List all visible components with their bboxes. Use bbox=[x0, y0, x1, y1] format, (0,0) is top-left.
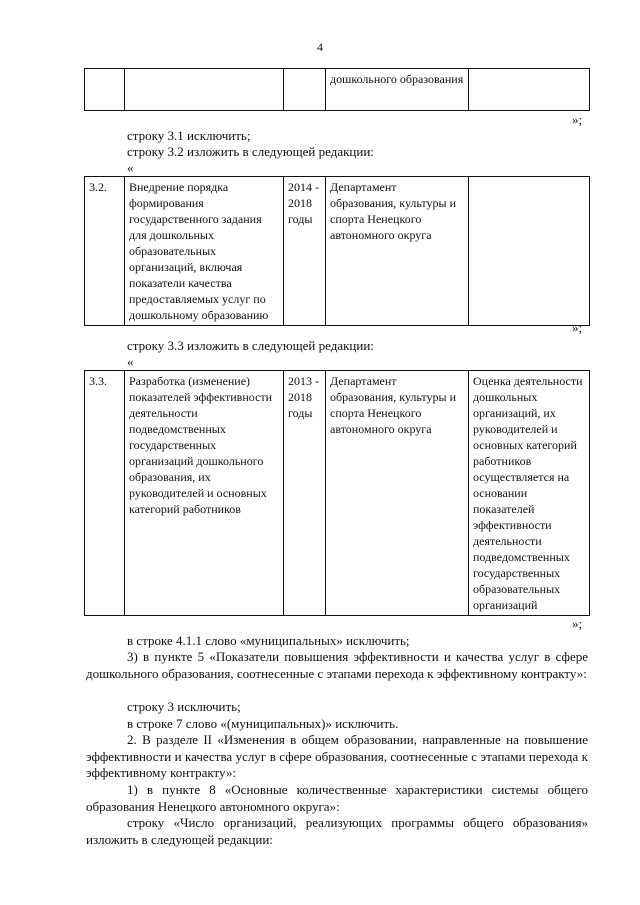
paragraph-1: в строке 4.1.1 слово «муниципальных» исключить; bbox=[127, 633, 410, 648]
close-quote-1: »; bbox=[572, 112, 583, 127]
cell-name: Внедрение порядка формирования государственного задания для дошкольных образовательных организаций, включая показатели качества предоставляемых услуг по дошкольному образованию bbox=[125, 177, 284, 326]
table-row-3-2 bbox=[84, 176, 590, 326]
paragraph-7: строку «Число организаций, реализующих программы общего образования» изложить в следующей редакции: bbox=[86, 815, 588, 847]
close-quote-2: »; bbox=[572, 320, 583, 335]
paragraph-2: 3) в пункте 5 «Показатели повышения эффективности и качества услуг в сфере дошкольного образования, соотнесенные с этапами перехода к эффективному контракту»: bbox=[86, 649, 588, 681]
paragraph-6: 1) в пункте 8 «Основные количественные характеристики системы общего образования Ненецкого автономного округа»: bbox=[86, 782, 588, 814]
cell-years: 2014 - 2018 годы bbox=[284, 177, 326, 326]
page-number: 4 bbox=[317, 40, 323, 54]
instruction-line-1: строку 3.1 исключить; bbox=[127, 128, 251, 143]
cell-num bbox=[85, 69, 125, 111]
cell-executor: Департамент образования, культуры и спорта Ненецкого автономного округа bbox=[326, 371, 469, 616]
cell-num: 3.2. bbox=[85, 177, 125, 326]
paragraph-5: 2. В разделе II «Изменения в общем образовании, направленные на повышение эффективности и качества услуг в сфере образования, соотнесенные с этапами перехода к эффективному контракту»: bbox=[86, 732, 588, 780]
cell-result: Оценка деятельности дошкольных организаций, их руководителей и основных категорий работников осуществляется на основании показателей эффективности деятельности подведомственных государственных образовательных организаций bbox=[469, 371, 590, 616]
table-row bbox=[85, 69, 590, 111]
cell-years bbox=[284, 69, 326, 111]
open-quote-1: « bbox=[127, 160, 134, 175]
cell-name: Разработка (изменение) показателей эффективности деятельности подведомственных государственных организаций дошкольного образования, их руководителей и основных категорий работников bbox=[125, 371, 284, 616]
close-quote-3: »; bbox=[572, 616, 583, 631]
table-row-3-3 bbox=[84, 370, 590, 616]
table-top-fragment bbox=[84, 68, 590, 111]
instruction-line-3: строку 3.3 изложить в следующей редакции: bbox=[127, 338, 374, 353]
instruction-line-2: строку 3.2 изложить в следующей редакции: bbox=[127, 144, 374, 159]
open-quote-2: « bbox=[127, 354, 134, 369]
paragraph-3: строку 3 исключить; bbox=[127, 699, 241, 714]
cell-num: 3.3. bbox=[85, 371, 125, 616]
cell-executor: Департамент образования, культуры и спорта Ненецкого автономного округа bbox=[326, 177, 469, 326]
table-row bbox=[85, 177, 590, 326]
table-row bbox=[85, 371, 590, 616]
cell-years: 2013 - 2018 годы bbox=[284, 371, 326, 616]
cell-executor: дошкольного образования bbox=[326, 69, 469, 111]
cell-result bbox=[469, 177, 590, 326]
cell-result bbox=[469, 69, 590, 111]
cell-name bbox=[125, 69, 284, 111]
paragraph-4: в строке 7 слово «(муниципальных)» исключить. bbox=[127, 716, 399, 731]
